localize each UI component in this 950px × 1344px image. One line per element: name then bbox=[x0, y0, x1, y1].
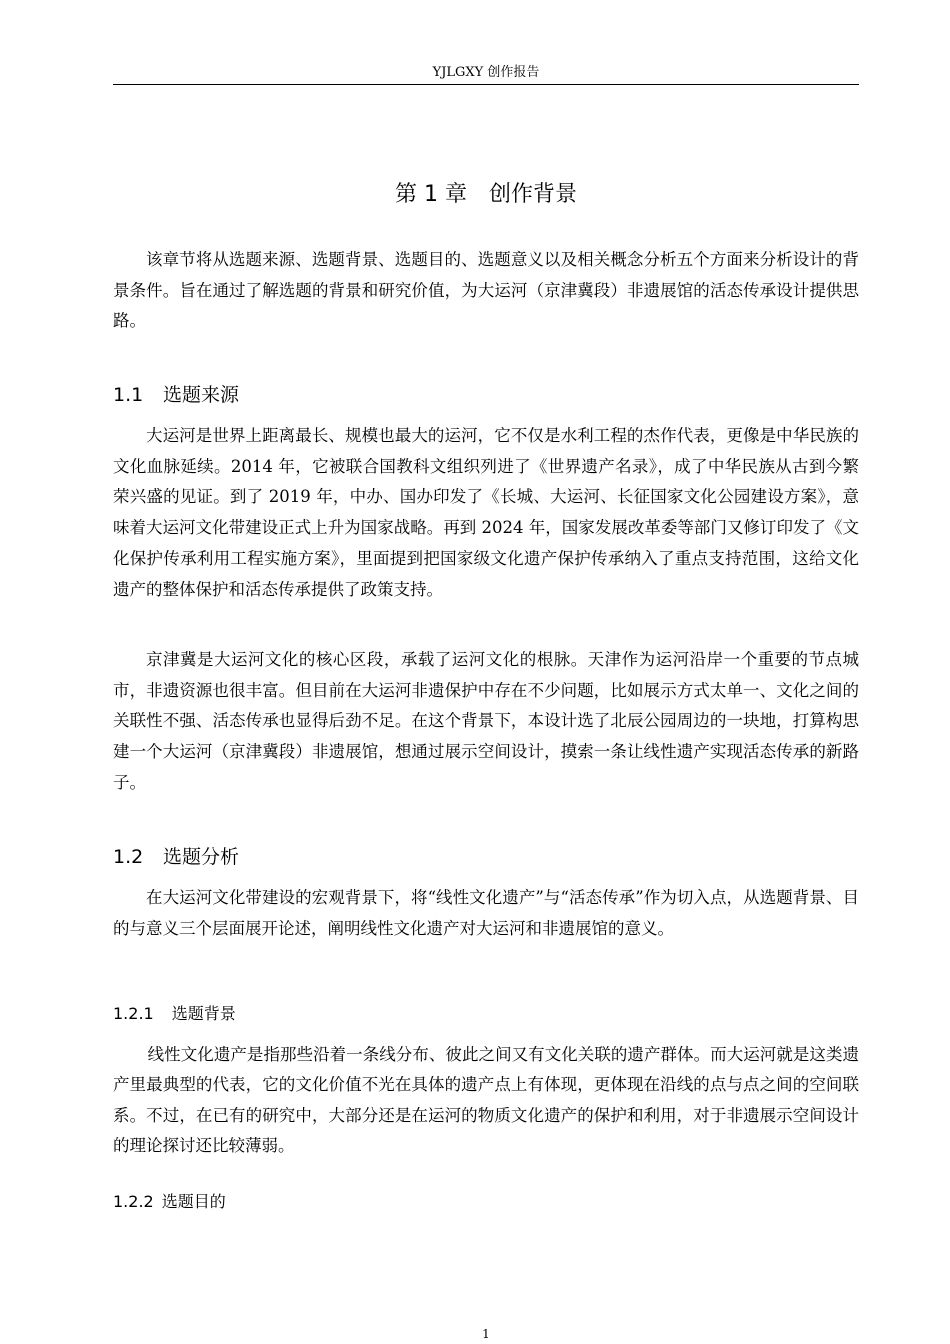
section-title: 选题背景 bbox=[171, 1004, 236, 1023]
section-1-2-paragraph: 在大运河文化带建设的宏观背景下，将“线性文化遗产”与“活态传承”作为切入点，从选题背景、目的与意义三个层面展开论述，阐明线性文化遗产对大运河和非遗展馆的意义。 bbox=[113, 888, 859, 938]
header-divider bbox=[113, 84, 859, 85]
section-number: 1.2.2 bbox=[113, 1192, 154, 1211]
chapter-number: 第 1 章 bbox=[395, 182, 467, 207]
page-number: 1 bbox=[482, 1327, 490, 1341]
running-header: YJLGXY 创作报告 bbox=[432, 65, 540, 80]
section-1-2-1-heading bbox=[113, 1003, 236, 1025]
section-number: 1.2 bbox=[113, 846, 144, 868]
section-number: 1.1 bbox=[113, 384, 144, 406]
section-title: 选题分析 bbox=[163, 846, 240, 868]
intro-paragraph: 该章节将从选题来源、选题背景、选题目的、选题意义以及相关概念分析五个方面来分析设计的背景条件。旨在通过了解选题的背景和研究价值，为大运河（京津冀段）非遗展馆的活态传承设计提供思路。 bbox=[113, 250, 859, 331]
section-1-2-2-heading bbox=[113, 1191, 226, 1213]
section-number: 1.2.1 bbox=[113, 1004, 154, 1023]
chapter-name: 创作背景 bbox=[488, 182, 577, 207]
section-1-2-1-paragraph: 线性文化遗产是指那些沿着一条线分布、彼此之间又有文化关联的遗产群体。而大运河就是这类遗产里最典型的代表，它的文化价值不光在具体的遗产点上有体现，更体现在沿线的点与点之间的空间联系。不过，在已有的研究中，大部分还是在运河的物质文化遗产的保护和利用，对于非遗展示空间设计的理论探讨还比较薄弱。 bbox=[113, 1045, 859, 1156]
section-title: 选题目的 bbox=[161, 1192, 226, 1211]
section-1-1-paragraph-2: 京津冀是大运河文化的核心区段，承载了运河文化的根脉。天津作为运河沿岸一个重要的节点城市，非遗资源也很丰富。但目前在大运河非遗保护中存在不少问题，比如展示方式太单一、文化之间的关联性不强、活态传承也显得后劲不足。在这个背景下，本设计选了北辰公园周边的一块地，打算构思建一个大运河（京津冀段）非遗展馆，想通过展示空间设计，摸索一条让线性遗产实现活态传承的新路子。 bbox=[113, 650, 859, 792]
section-1-2-heading bbox=[113, 844, 239, 870]
chapter-title bbox=[113, 180, 859, 210]
section-1-1-paragraph-1: 大运河是世界上距离最长、规模也最大的运河，它不仅是水利工程的杰作代表，更像是中华民族的文化血脉延续。2014 年，它被联合国教科文组织列进了《世界遗产名录》，成了中华民族从古到今繁荣兴盛的见证。到了 2019 年，中办、国办印发了《长城、大运河、长征国家文化公园建设方案》，意味着大运河文化带建设正式上升为国家战略。再到 2024 年，国家发展改革委等部门又修订印发了《文化保护传承利用工程实施方案》，里面提到把国家级文化遗产保护传承纳入了重点支持范围，这给文化遗产的整体保护和活态传承提供了政策支持。 bbox=[113, 426, 859, 599]
section-1-1-heading bbox=[113, 382, 239, 408]
section-title: 选题来源 bbox=[163, 384, 240, 406]
